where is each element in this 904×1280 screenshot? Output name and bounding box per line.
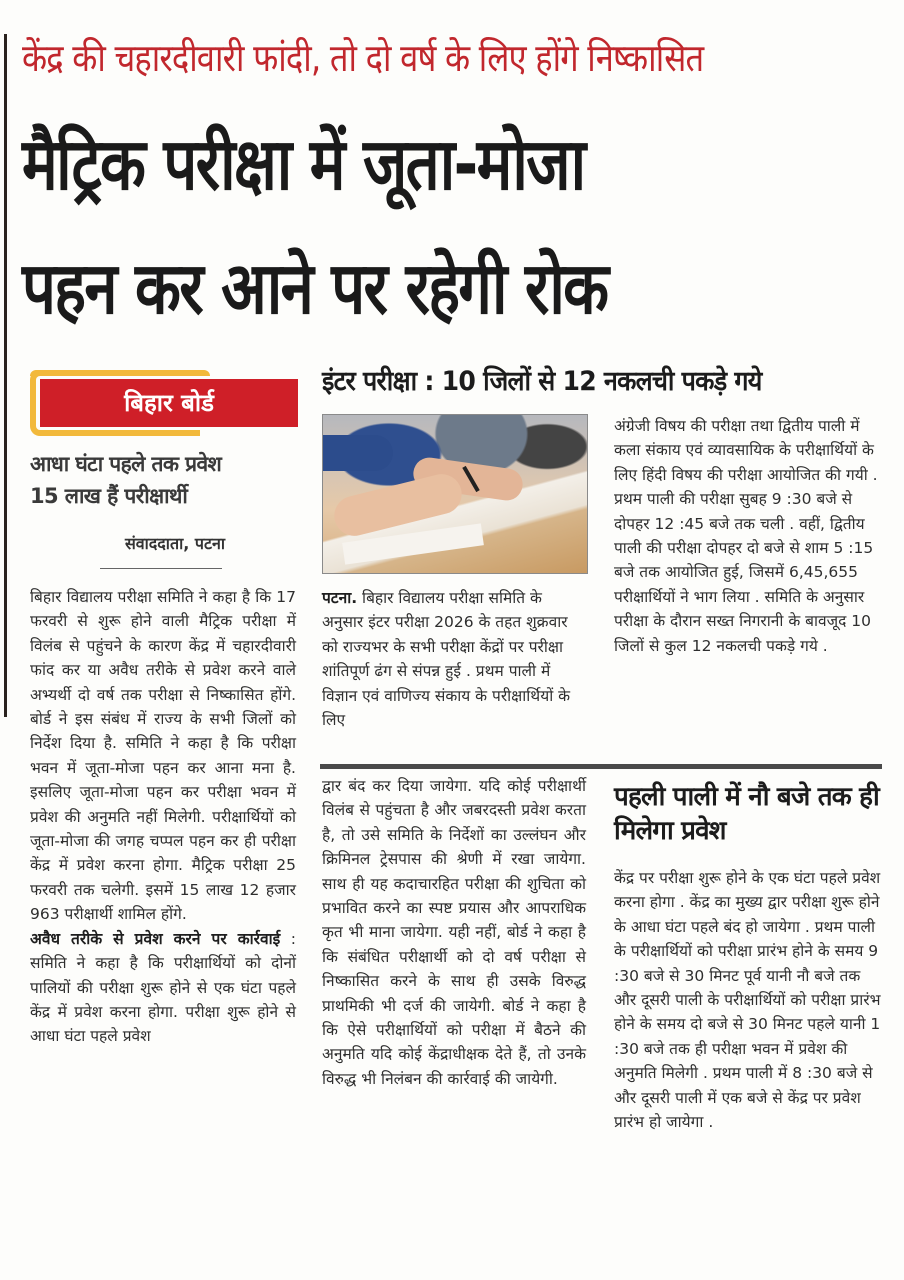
section-badge xyxy=(30,370,298,438)
inter-story-column-b xyxy=(614,414,886,658)
main-story-column-1 xyxy=(30,585,296,1049)
inter-story-paragraph-a xyxy=(322,586,586,732)
column-rule-left xyxy=(4,34,7,717)
main-story-continued: द्वार बंद कर दिया जायेगा. यदि कोई परीक्षार्थी विलंब से पहुंचता है और जबरदस्ती प्रवेश करता है, तो उसे समिति के निर्देशों का उल्लंघन और क्रिमिनल ट्रेसपास की श्रेणी में रखा जायेगा. साथ ही यह कदाचारहित परीक्षा की शुचिता को प्रभावित करने का स्पष्ट प्रयास और आपराधिक कृत भी माना जायेगा. यही नहीं, बोर्ड ने कहा है कि संबंधित परीक्षार्थी को दो वर्ष परीक्षा से निष्कासित करने के साथ ही उसके विरुद्ध प्राथमिकी भी दर्ज की जायेगी. बोर्ड ने कहा है कि ऐसे परीक्षार्थियों को परीक्षा में बैठने की अनुमति यदि कोई केंद्राधीक्षक देते हैं, तो उनके विरुद्ध भी निलंबन की कार्रवाई की जायेगी. xyxy=(322,777,586,1088)
entry-story-column xyxy=(614,866,886,1134)
entry-story-body: केंद्र पर परीक्षा शुरू होने के एक घंटा पहले प्रवेश करना होगा . केंद्र का मुख्य द्वार परीक्षा शुरू होने के आधा घंटा पहले बंद हो जायेगा . प्रथम पाली के परीक्षार्थियों को परीक्षा प्रारंभ होने के समय 9 :30 बजे से 30 मिनट पूर्व यानी नौ बजे तक और दूसरी पाली के परीक्षार्थियों को परीक्षा प्रारंभ होने के समय दो बजे से 30 मिनट पहले यानी 1 :30 बजे तक ही परीक्षा भवन में प्रवेश की अनुमति मिलेगी . प्रथम पाली में 8 :30 बजे से और दूसरी पाली में एक बजे से केंद्र पर प्रवेश प्रारंभ हो जायेगा . xyxy=(614,869,881,1132)
kicker-headline: केंद्र की चहारदीवारी फांदी, तो दो वर्ष के लिए होंगे निष्कासित xyxy=(22,36,704,80)
main-headline xyxy=(22,108,752,356)
sub-headline-line-2: 15 लाख हैं परीक्षार्थी xyxy=(30,484,188,508)
byline-divider xyxy=(100,568,222,569)
main-story-paragraph-2 xyxy=(30,927,296,1049)
sub-headline-line-1: आधा घंटा पहले तक प्रवेश xyxy=(30,452,222,476)
headline-line-2: पहन कर आने पर रहेगी रोक xyxy=(22,246,608,330)
paragraph-2-text: : समिति ने कहा है कि परीक्षार्थियों को दोनों पालियों की परीक्षा शुरू होने से एक घंटा पहले केंद्र में प्रवेश करना होगा. परीक्षा शुरू होने से आधा घंटा पहले प्रवेश xyxy=(30,929,296,1046)
photo-detail-sleeve xyxy=(323,435,393,471)
headline-line-1: मैट्रिक परीक्षा में जूता-मोजा xyxy=(22,122,585,206)
sub-headline xyxy=(30,448,300,512)
badge-label: बिहार बोर्ड xyxy=(40,379,298,427)
inter-story-headline: इंटर परीक्षा : 10 जिलों से 12 नकलची पकड़े गये xyxy=(322,366,762,397)
entry-story-headline: पहली पाली में नौ बजे तक ही मिलेगा प्रवेश xyxy=(614,782,879,846)
main-story-paragraph-1: बिहार विद्यालय परीक्षा समिति ने कहा है कि 17 फरवरी से शुरू होने वाली मैट्रिक परीक्षा में विलंब से पहुंचने के कारण केंद्र में चहारदीवारी फांद कर या अवैध तरीके से प्रवेश करने वाले अभ्यर्थी दो वर्ष तक परीक्षा से निष्कासित होंगे. बोर्ड ने इस संबंध में राज्य के सभी जिलों को निर्देश दिया है. समिति ने कहा है कि परीक्षा भवन में जूता-मोजा पहन कर आना मना है. इसलिए जूता-मोजा पहन कर परीक्षा भवन में प्रवेश की अनुमति नहीं मिलेगी. परीक्षार्थियों को जूता-मोजा की जगह चप्पल पहन कर ही परीक्षा केंद्र में प्रवेश करना होगा. मैट्रिक परीक्षा 25 फरवरी तक चलेगी. इसमें 15 लाख 12 हजार 963 परीक्षार्थी शामिल होंगे. xyxy=(30,588,296,924)
inter-story-text-a: बिहार विद्यालय परीक्षा समिति के अनुसार इंटर परीक्षा 2026 के तहत शुक्रवार को राज्यभर के सभी परीक्षा केंद्रों पर परीक्षा शांतिपूर्ण ढंग से संपन्न हुई . प्रथम पाली में विज्ञान एवं वाणिज्य संकाय के परीक्षार्थियों के लिए xyxy=(322,589,571,730)
section-divider xyxy=(320,764,882,769)
inter-story-paragraph-b: अंग्रेजी विषय की परीक्षा तथा द्वितीय पाली में कला संकाय एवं व्यावसायिक के परीक्षार्थियों के लिए हिंदी विषय की परीक्षा आयोजित की गयी . प्रथम पाली की परीक्षा सुबह 9 :30 बजे से दोपहर 12 :45 बजे तक चली . वहीं, द्वितीय पाली की परीक्षा दोपहर दो बजे से शाम 5 :15 बजे तक आयोजित हुई, जिसमें 6,45,655 परीक्षार्थियों ने भाग लिया . समिति के अनुसार परीक्षा के दौरान सख्त निगरानी के बावजूद 10 जिलों से कुल 12 नकलची पकड़े गये . xyxy=(614,417,878,655)
paragraph-lead-bold: अवैध तरीके से प्रवेश करने पर कार्रवाई xyxy=(30,929,281,948)
exam-photo xyxy=(322,414,588,574)
byline: संवाददाता, पटना xyxy=(124,534,226,553)
main-story-column-2 xyxy=(322,774,586,1091)
dateline: पटना. xyxy=(322,589,358,607)
inter-story-column-a xyxy=(322,586,586,732)
